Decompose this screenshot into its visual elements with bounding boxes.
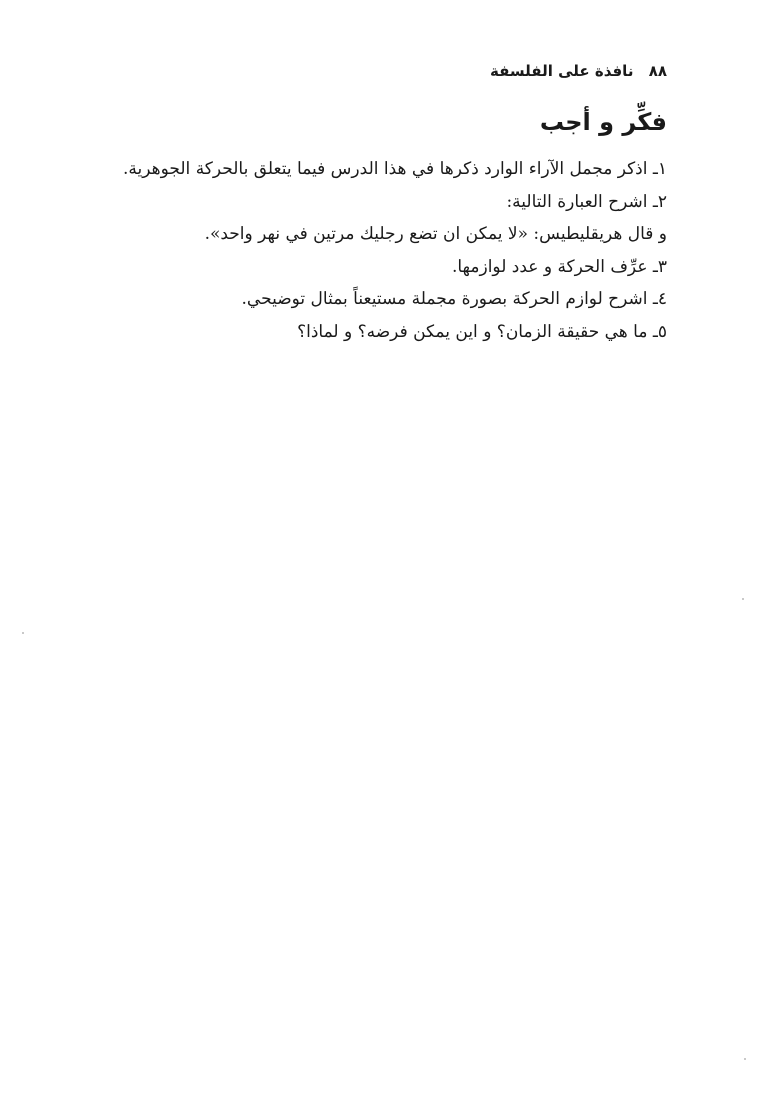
section-title: فكِّر و أجب	[539, 108, 667, 136]
question-4: ٤ـ اشرح لوازم الحركة بصورة مجملة مستيعناً بمثال توضيحي.	[241, 289, 667, 309]
question-1: ١ـ اذكر مجمل الآراء الوارد ذكرها في هذا الدرس فيما يتعلق بالحركة الجوهرية.	[123, 159, 667, 179]
scan-speck	[22, 632, 24, 634]
question-2-quote: و قال هريقليطيس: «لا يمكن ان تضع رجليك مرتين في نهر واحد».	[204, 224, 667, 244]
scan-speck	[744, 1058, 746, 1060]
book-title: نافذة على الفلسفة	[490, 62, 634, 80]
question-2: ٢ـ اشرح العبارة التالية:	[506, 191, 667, 212]
question-5: ٥ـ ما هي حقيقة الزمان؟ و اين يمكن فرضه؟ و لماذا؟	[297, 321, 667, 342]
question-list	[67, 153, 667, 348]
scan-speck	[742, 598, 744, 600]
page-number: ٨٨	[648, 62, 667, 80]
running-head	[490, 62, 667, 80]
question-3: ٣ـ عرِّف الحركة و عدد لوازمها.	[451, 256, 667, 277]
